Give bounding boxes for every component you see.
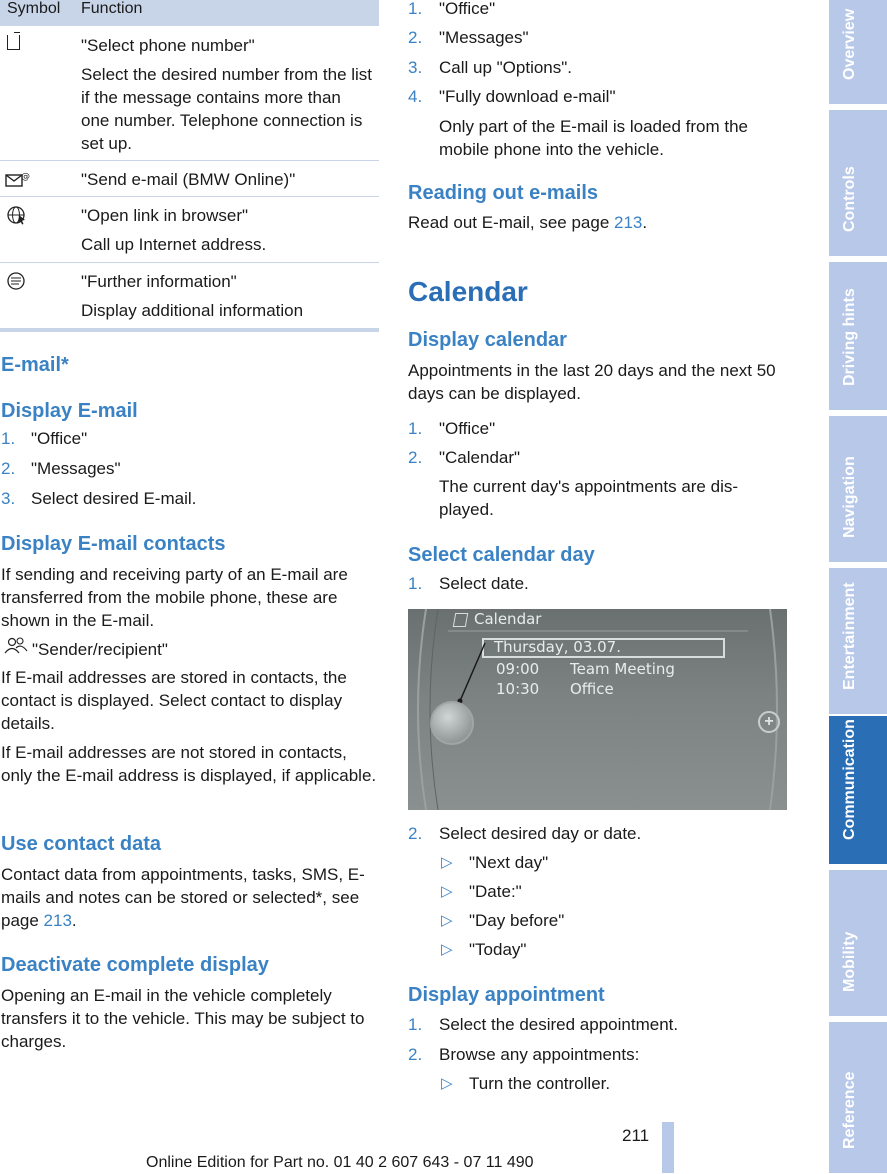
svg-text:@: @ (21, 172, 30, 182)
page-link[interactable]: 213 (614, 213, 643, 232)
bullet-icon: ▷ (441, 883, 453, 900)
step-number: 1. (408, 574, 423, 593)
step-text: Select desired E-mail. (31, 489, 197, 508)
email-send-icon (5, 170, 31, 188)
use-contact-paragraph: Contact data from appointments, tasks, SMS, E-mails and notes can be stored or selected*, see page 213. (1, 865, 365, 930)
screen-time: 09:00 (496, 660, 540, 678)
row1-desc: Select the desired number from the list if the message contains more than one number. Telephone connection is set up. (81, 65, 373, 153)
tab-reference[interactable]: Reference (829, 1022, 887, 1173)
row4-desc: Display additional information (81, 301, 304, 320)
step-text: Browse any appointments: (439, 1045, 640, 1064)
bullet-text: "Day before" (469, 911, 565, 930)
header-function: Function (81, 0, 143, 17)
step-text: Call up "Options". (439, 58, 573, 77)
bullet-icon: ▷ (441, 912, 453, 929)
row-divider (0, 196, 379, 197)
screen-event: Office (570, 680, 614, 698)
step-number: 3. (1, 489, 16, 508)
table-bottom-rule (0, 328, 379, 332)
step-text: "Office" (439, 0, 496, 18)
step-number: 2. (408, 448, 423, 467)
reading-heading: Reading out e-mails (408, 182, 599, 204)
row3-title: "Open link in browser" (81, 206, 249, 225)
contacts-paragraph-3: If E-mail addresses are not stored in contacts, only the E-mail address is displayed, if applicable. (1, 743, 377, 785)
step-number: 2. (408, 28, 423, 47)
tab-communication[interactable]: Communication (829, 716, 887, 864)
use-contact-heading: Use contact data (1, 833, 162, 855)
row1-title: "Select phone number" (81, 36, 255, 55)
controller-knob (430, 701, 474, 745)
bullet-icon: ▷ (441, 1075, 453, 1092)
tab-controls[interactable]: Controls (829, 110, 887, 256)
browser-link-icon (6, 205, 28, 225)
phone-number-icon (7, 35, 20, 50)
step-number: 2. (408, 1045, 423, 1064)
info-icon (6, 271, 28, 291)
row-divider (0, 262, 379, 263)
row2-title: "Send e-mail (BMW Online)" (81, 170, 296, 189)
bullet-text: Turn the controller. (469, 1074, 611, 1093)
display-contacts-heading: Display E-mail contacts (1, 533, 226, 555)
step-text: "Office" (439, 419, 496, 438)
bullet-text: "Next day" (469, 853, 549, 872)
calendar-note: The current day's appointments are displayed. (439, 477, 739, 519)
step-number: 1. (408, 0, 423, 18)
bullet-icon: ▷ (441, 854, 453, 871)
screen-event: Team Meeting (570, 660, 675, 678)
row4-title: "Further information" (81, 272, 237, 291)
deactivate-paragraph: Opening an E-mail in the vehicle completely transfers it to the vehicle. This may be subject to charges. (1, 986, 365, 1051)
display-calendar-paragraph: Appointments in the last 20 days and the next 50 days can be displayed. (408, 361, 776, 403)
bullet-text: "Date:" (469, 882, 522, 901)
tab-mobility[interactable]: Mobility (829, 870, 887, 1016)
calendar-title: Calendar (408, 276, 528, 307)
display-email-heading: Display E-mail (1, 400, 138, 422)
step-number: 2. (408, 824, 423, 843)
edition-text: Online Edition for Part no. 01 40 2 607 643 - 07 11 490 (146, 1154, 534, 1171)
screen-title: Calendar (474, 610, 542, 628)
bullet-icon: ▷ (441, 941, 453, 958)
email-heading: E-mail* (1, 354, 69, 376)
page-link[interactable]: 213 (43, 911, 72, 930)
calendar-small-icon (453, 613, 468, 627)
contact-people-icon (4, 636, 28, 654)
tab-overview[interactable]: Overview (829, 0, 887, 104)
calendar-screen (408, 609, 787, 810)
display-appointment-heading: Display appointment (408, 984, 605, 1006)
step-number: 1. (408, 1015, 423, 1034)
screen-date: Thursday, 03.07. (494, 638, 621, 656)
step4-note: Only part of the E-mail is loaded from the mobile phone into the vehicle. (439, 117, 748, 159)
tab-navigation[interactable]: Navigation (829, 416, 887, 562)
step-text: "Office" (31, 429, 88, 448)
step-text: "Fully download e-mail" (439, 87, 616, 106)
contacts-paragraph-2: If E-mail addresses are stored in contacts, the contact is displayed. Select contact to display details. (1, 668, 347, 733)
step-number: 3. (408, 58, 423, 77)
step-text: "Messages" (439, 28, 529, 47)
step-number: 4. (408, 87, 423, 106)
page-number: 211 (622, 1126, 650, 1145)
plus-icon: + (758, 711, 780, 733)
sender-recipient: "Sender/recipient" (32, 640, 168, 659)
page-number-bar (662, 1122, 674, 1173)
row-divider (0, 160, 379, 161)
tab-driving-hints[interactable]: Driving hints (829, 262, 887, 410)
step-number: 1. (408, 419, 423, 438)
step-number: 1. (1, 429, 16, 448)
step-text: Select the desired appointment. (439, 1015, 679, 1034)
step-number: 2. (1, 459, 16, 478)
step-text: Select date. (439, 574, 529, 593)
reading-text: Read out E-mail, see page 213. (408, 213, 648, 232)
screen-time: 10:30 (496, 680, 540, 698)
contacts-paragraph-1: If sending and receiving party of an E-mail are transferred from the mobile phone, these are shown in the E-mail. (1, 565, 348, 630)
display-calendar-heading: Display calendar (408, 329, 567, 351)
step-text: "Messages" (31, 459, 121, 478)
step-text: Select desired day or date. (439, 824, 642, 843)
bullet-text: "Today" (469, 940, 527, 959)
select-day-heading: Select calendar day (408, 544, 595, 566)
tab-entertainment[interactable]: Entertainment (829, 568, 887, 714)
symbol-table (0, 0, 379, 334)
deactivate-heading: Deactivate complete display (1, 954, 269, 976)
header-symbol: Symbol (7, 0, 61, 17)
row3-desc: Call up Internet address. (81, 235, 267, 254)
step-text: "Calendar" (439, 448, 521, 467)
